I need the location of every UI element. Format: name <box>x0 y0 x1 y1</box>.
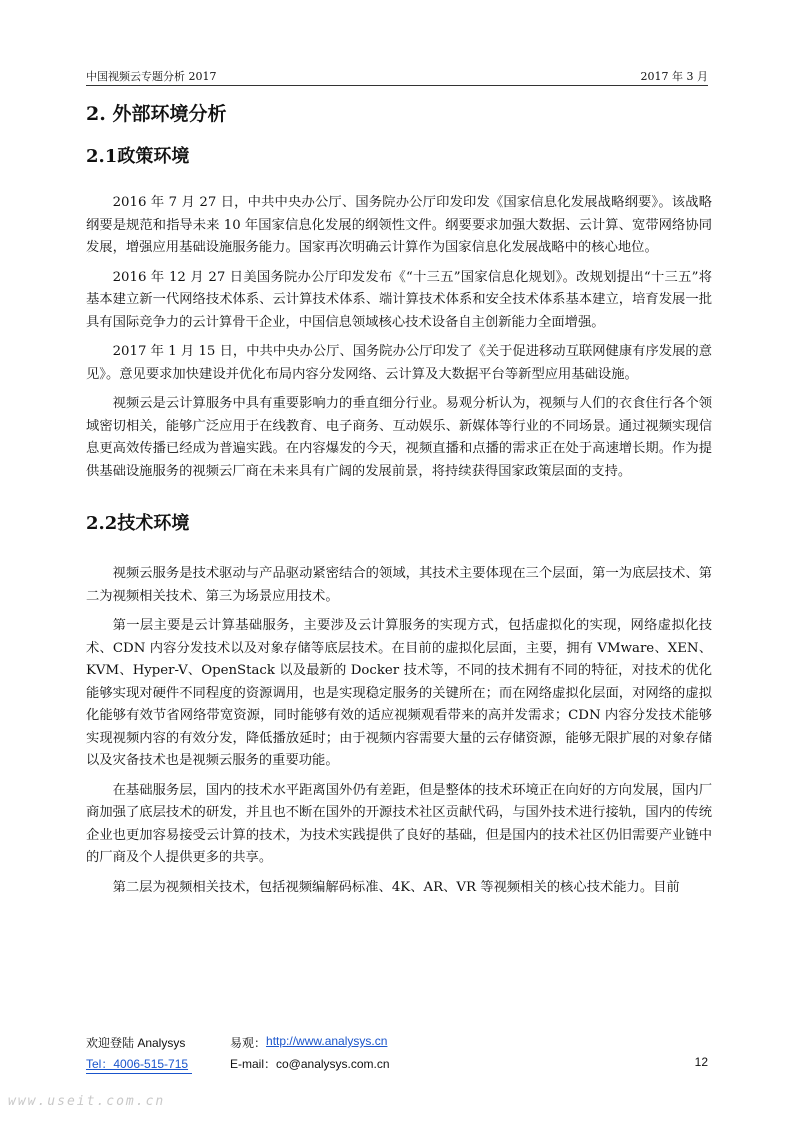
page-header <box>86 64 708 84</box>
policy-paragraph-4: 视频云是云计算服务中具有重要影响力的垂直细分行业。易观分析认为，视频与人们的衣食住行各个领域密切相关，能够广泛应用于在线教育、电子商务、互动娱乐、新媒体等行业的不同场景。通过视频实现信息更高效传播已经成为普遍实践。在内容爆发的今天，视频直播和点播的需求正在处于高速增长期。作为提供基础设施服务的视频云厂商在未来具有广阔的发展前景，将持续获得国家政策层面的支持。 <box>86 396 712 479</box>
policy-paragraph-2: 2016 年 12 月 27 日美国务院办公厅印发发布《“十三五”国家信息化规划》。改规划提出“十三五”将基本建立新一代网络技术体系、云计算技术体系、端计算技术体系和安全技术体系基本建立，培育发展一批具有国际竞争力的云计算骨干企业，中国信息领域核心技术设备自主创新能力全面增强。 <box>86 269 712 330</box>
header-rule <box>86 85 708 86</box>
page-content <box>86 96 712 906</box>
section-title: 2. 外部环境分析 <box>86 103 227 125</box>
policy-paragraph-1: 2016 年 7 月 27 日，中共中央办公厅、国务院办公厅印发印发《国家信息化发展战略纲要》。该战略纲要是规范和指导未来 10 年国家信息化发展的纲领性文件。纲要要求加强大数据、云计算、宽带网络协同发展，增强应用基础设施服务能力。国家再次明确云计算作为国家信息化发展战略中的核心地位。 <box>86 195 712 255</box>
footer-welcome: 欢迎登陆 Analysys <box>86 1036 186 1050</box>
footer-email: E-mail：co@analysys.com.cn <box>230 1057 390 1071</box>
tech-paragraph-3: 在基础服务层，国内的技术水平距离国外仍有差距，但是整体的技术环境正在向好的方向发展，国内厂商加强了底层技术的研发，并且也不断在国外的开源技术社区贡献代码，与国外技术进行接轨，国内的传统企业也更加容易接受云计算的技术，为技术实践提供了良好的基础，但是国内的技术社区仍旧需要产业链中的厂商及个人提供更多的共享。 <box>86 782 712 865</box>
tech-paragraph-1: 视频云服务是技术驱动与产品驱动紧密结合的领域，其技术主要体现在三个层面，第一为底层技术、第二为视频相关技术、第三为场景应用技术。 <box>86 566 712 604</box>
header-doc-title: 中国视频云专题分析 2017 <box>86 70 217 83</box>
tech-paragraph-2: 第一层主要是云计算基础服务，主要涉及云计算服务的实现方式，包括虚拟化的实现，网络虚拟化技术、CDN 内容分发技术以及对象存储等底层技术。在目前的虚拟化层面，主要，拥有 VMware、XEN、KVM、Hyper-V、OpenStack 以及最新的 Docker 技术等，不同的技术拥有不同的特征，对技术的优化能够实现对硬件不同程度的资源调用，也是实现稳定服务的关键所在；而在网络虚拟化层面，对网络的虚拟化能够有效节省网络带宽资源，同时能够有效的适应视频观看带来的高并发需求；CDN 内容分发技术能够实现视频内容的有效分发，降低播放延时；由于视频内容需要大量的云存储资源，能够无限扩展的对象存储以及灾备技术也是视频云服务的重要功能。 <box>86 618 712 768</box>
tech-paragraph-4: 第二层为视频相关技术，包括视频编解码标准、4K、AR、VR 等视频相关的核心技术能力。目前 <box>112 879 680 895</box>
footer-tel[interactable]: Tel：4006-515-715 <box>86 1057 189 1071</box>
footer-row-1 <box>86 1034 708 1052</box>
footer-tel-underline <box>86 1073 192 1074</box>
footer-site-label: 易观： <box>230 1036 267 1050</box>
page-number: 12 <box>694 1055 708 1069</box>
policy-heading: 2.1政策环境 <box>86 146 190 167</box>
watermark: www.useit.com.cn <box>8 1094 166 1109</box>
header-date: 2017 年 3 月 <box>640 70 708 83</box>
footer-row-2 <box>86 1055 708 1073</box>
tech-heading: 2.2技术环境 <box>86 513 190 534</box>
policy-paragraph-3: 2017 年 1 月 15 日，中共中央办公厅、国务院办公厅印发了《关于促进移动互联网健康有序发展的意见》。意见要求加快建设并优化布局内容分发网络、云计算及大数据平台等新型应用基础设施。 <box>86 344 712 382</box>
footer-site-link[interactable]: http://www.analysys.cn <box>266 1034 388 1048</box>
